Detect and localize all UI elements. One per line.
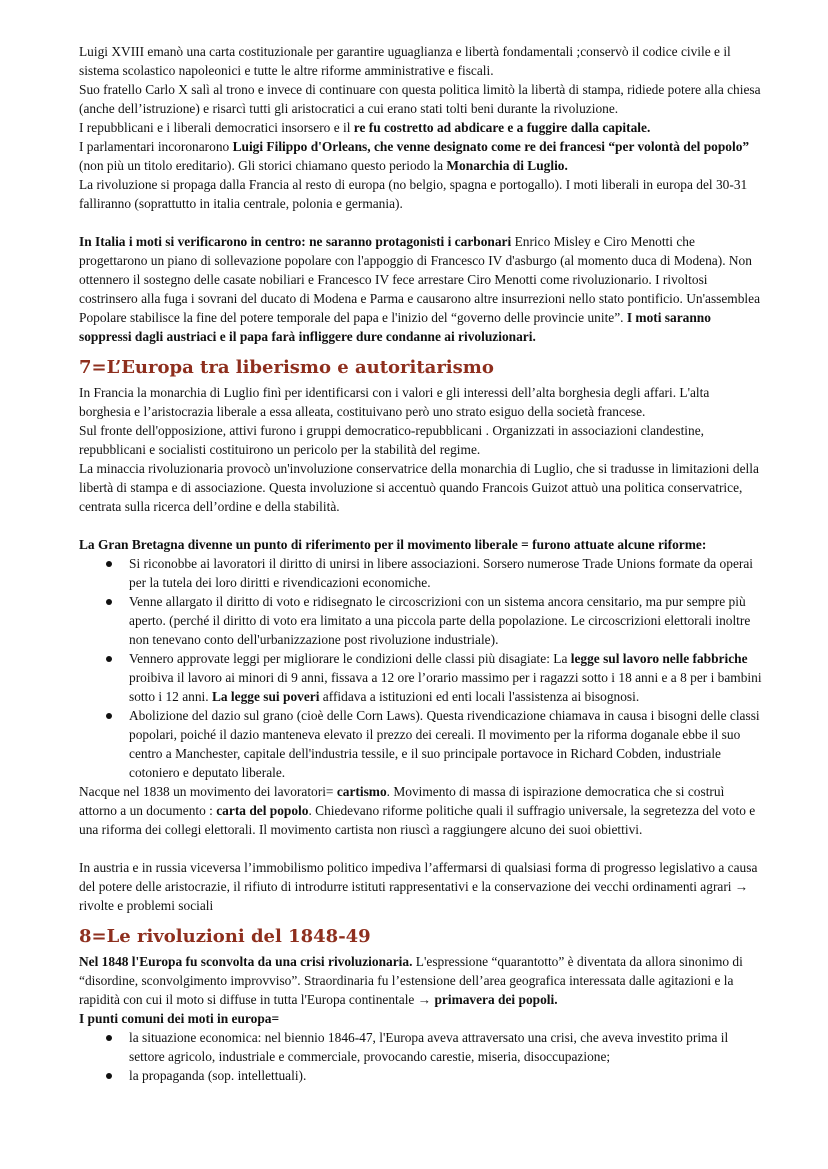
paragraph-opposition: Sul fronte dell'opposizione, attivi furono i gruppi democratico-repubblicani . Organizzati in associazioni clandestine, repubblicani e socialisti costituirono un pericolo per la stabilità del regime. [79, 423, 705, 457]
list-item: la situazione economica: nel biennio 1846-47, l'Europa aveva attraversato una crisi, che aveva investito prima il settore agricolo, industriale e commerciale, provocando carestie, miseria, disoccupazione; [129, 1028, 762, 1066]
list-item: Venne allargato il diritto di voto e ridisegnato le circoscrizioni con un sistema ancora censitario, ma pur sempre più aperto. (perché il diritto di voto era limitato a una piccola parte della popolazione. Le circoscrizioni elettorali inoltre non tenevano conto dell'urbanizzazione post rivoluzione industriale). [129, 592, 762, 649]
gb-heading [79, 535, 762, 554]
bold-run: Monarchia di Luglio. [446, 158, 568, 173]
bold-run: carta del popolo [216, 803, 309, 818]
paragraph-italy-moti [79, 232, 762, 346]
list-item: la propaganda (sop. intellettuali). [129, 1066, 762, 1085]
bold-run: La Gran Bretagna divenne un punto di riferimento per il movimento liberale = furono attuate alcune riforme: [79, 537, 707, 552]
bold-run: Nel 1848 l'Europa fu sconvolta da una crisi rivoluzionaria. [79, 954, 413, 969]
bold-run: legge sul lavoro nelle fabbriche [570, 651, 748, 666]
section-heading-7: 7=L’Europa tra liberismo e autoritarismo [79, 357, 494, 378]
text-run: proibiva il lavoro ai minori di 9 anni, fissava a 12 ore l’orario massimo per i ragazzi sotto i 18 anni e a 8 per i bambini sotto i 12 anni. [129, 670, 762, 704]
paragraph-conservative-involution: La minaccia rivoluzionaria provocò un'involuzione conservatrice della monarchia di Luglio, che si tradusse in limitazioni della libertà di stampa e di associazione. Questa involuzione si accentuò quando Francois Guizot attuò una politica conservatrice, centrata sulla ricerca dell’ordine e della stabilità. [79, 461, 759, 514]
paragraph-france-monarchy: In Francia la monarchia di Luglio finì per identificarsi con i valori e gli interessi dell’alta borghesia degli affari. L'alta borghesia e l’aristocrazia liberale a essa alleata, costituivano però uno strato esiguo della società francese. [79, 385, 710, 419]
bold-run: La legge sui poveri [211, 689, 320, 704]
text-run: . Movimento di massa di ispirazione democratica che si costruì attorno a un documento : [79, 784, 725, 818]
text-run: Nacque nel 1838 un movimento dei lavoratori= [79, 784, 337, 799]
text-run: I repubblicani e i liberali democratici insorsero e il [79, 120, 354, 135]
paragraph-austria-russia: In austria e in russia viceversa l’immobilismo politico impediva l’affermarsi di qualsiasi forma di progresso legislativo a causa del potere delle aristocrazie, il rifiuto di introdurre istituti rappresentativi e la conservazione dei vecchi ordinamenti agrari → rivolte e problemi sociali [79, 860, 758, 913]
spacer [79, 213, 762, 232]
gb-reforms-list [79, 554, 762, 782]
text-run: L'espressione “quarantotto” è diventata da allora sinonimo di “disordine, sconvolgimento improvviso”. Straordinaria fu l’estensione dell’area geografica interessata dalle agitazioni e la rapidità con cui il moto si diffuse in tutta l'Europa continentale → [79, 954, 743, 1007]
paragraph-luigi-xviii: Luigi XVIII emanò una carta costituzionale per garantire uguaglianza e libertà fondamentali ;conservò il codice civile e il sistema scolastico napoleonici e tutte le altre riforme amministrative e fiscali. [79, 44, 731, 78]
text-run: Enrico Misley e Ciro Menotti che progettarono un piano di sollevazione popolare con l'appoggio di Francesco IV d'asburgo (al momento duca di Modena). Non ottennero il sostegno delle casate nobiliari e Francesco IV fece arrestare Ciro Menotti come rivoluzionario. I rivoltosi costrinsero alla fuga i sovrani del ducato di Modena e Parma e causarono altre insurrezioni nello stato pontificio. Un'assemblea Popolare stabilisce la fine del potere temporale del papa e l'inizio del “governo delle provincie unite”. [79, 234, 761, 325]
text-run: (non più un titolo ereditario). Gli storici chiamano questo periodo la [79, 158, 447, 173]
common-points-list [79, 1028, 762, 1085]
bold-run: In Italia i moti si verificarono in centro: ne saranno protagonisti i carbonari [79, 234, 512, 249]
text-run: Vennero approvate leggi per migliorare le condizioni delle classi più disagiate: La [129, 651, 571, 666]
bold-run: cartismo [336, 784, 387, 799]
bold-run: I moti saranno soppressi dagli austriaci e il papa farà infliggere dure condanne ai rivoluzionari. [79, 310, 711, 344]
bold-run: primavera dei popoli. [434, 992, 558, 1007]
common-points-heading [79, 1009, 762, 1028]
spacer [79, 516, 762, 535]
bold-run: re fu costretto ad abdicare e a fuggire dalla capitale. [353, 120, 651, 135]
list-item: Si riconobbe ai lavoratori il diritto di unirsi in libere associazioni. Sorsero numerose Trade Unions formate da operai per la tutela dei loro diritti e rivendicazioni economiche. [129, 554, 762, 592]
paragraph-1848 [79, 952, 762, 1009]
paragraph-carlo-x: Suo fratello Carlo X salì al trono e invece di continuare con questa politica limitò la libertà di stampa, ridiede potere alla chiesa (anche dell’istruzione) e risarcì tutti gli aristocratici a cui erano stati tolti beni durante la rivoluzione. [79, 82, 761, 116]
text-run: affidava a istituzioni ed enti locali l'assistenza ai bisognosi. [319, 689, 640, 704]
list-item: Abolizione del dazio sul grano (cioè delle Corn Laws). Questa rivendicazione chiamava in causa i bisogni delle classi popolari, poiché il dazio manteneva elevato il prezzo dei cereali. Il movimento per la riforma doganale ebbe il suo centro a Manchester, capitale dell'industria tessile, e il suo principale portavoce in Richard Cobden, industriale cotoniero e deputato liberale. [129, 706, 762, 782]
paragraph-cartismo [79, 782, 762, 839]
list-item [129, 649, 762, 706]
paragraph-luigi-filippo [79, 137, 762, 175]
paragraph-revolution-spread: La rivoluzione si propaga dalla Francia al resto di europa (no belgio, spagna e portogallo). I moti liberali in europa del 30-31 falliranno (soprattutto in italia centrale, polonia e germania). [79, 177, 748, 211]
text-run: I parlamentari incoronarono [79, 139, 233, 154]
spacer [79, 839, 762, 858]
text-run: . Chiedevano riforme politiche quali il suffragio universale, la segretezza del voto e una riforma dei collegi elettorali. Il movimento cartista non riuscì a raggiungere alcuno dei suoi obiettivi. [79, 803, 756, 837]
bold-run: Luigi Filippo d'Orleans, che venne designato come re dei francesi “per volontà del popolo” [232, 139, 750, 154]
paragraph-republicans [79, 118, 762, 137]
section-heading-8: 8=Le rivoluzioni del 1848-49 [79, 926, 371, 947]
bold-run: I punti comuni dei moti in europa= [79, 1011, 280, 1026]
